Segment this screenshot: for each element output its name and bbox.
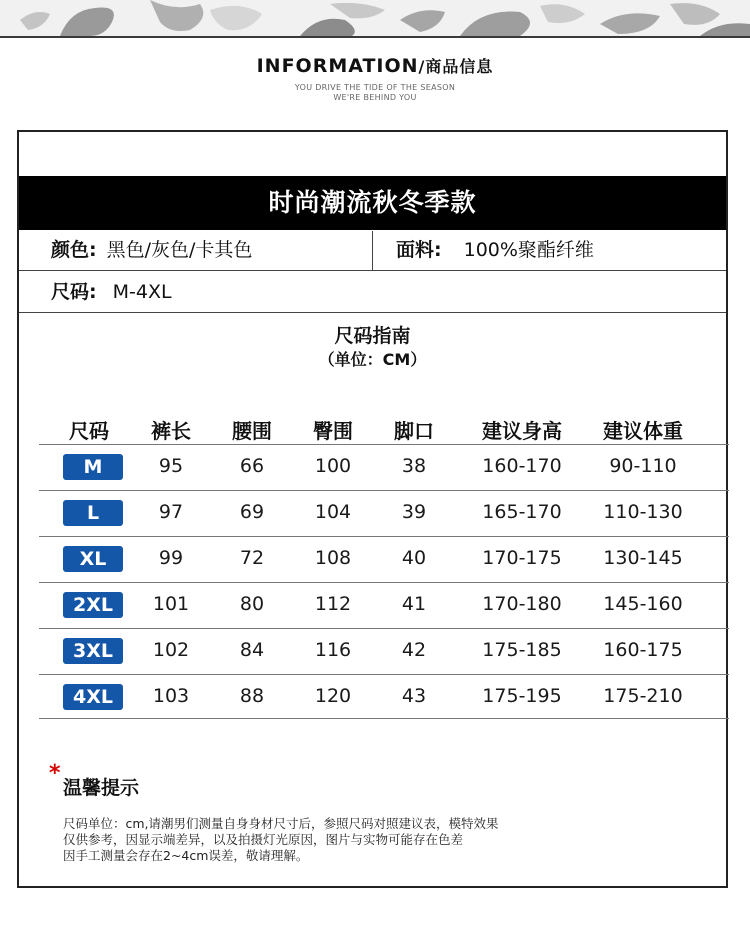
table-row	[19, 490, 726, 536]
header-length: 裤长	[151, 419, 191, 443]
cell-hip: 112	[314, 593, 352, 615]
table-bottom-line	[39, 718, 729, 719]
cell-height: 165-170	[482, 501, 562, 523]
row-divider	[39, 674, 729, 675]
tip-asterisk: *	[49, 761, 61, 786]
cell-weight: 130-145	[603, 547, 683, 569]
header-size: 尺码	[69, 419, 109, 443]
size-badge: 4XL	[63, 684, 123, 710]
cell-leg-opening: 42	[401, 639, 427, 661]
table-row	[19, 444, 726, 490]
header-weight: 建议体重	[603, 419, 683, 443]
camo-banner	[0, 0, 750, 36]
fabric-label: 面料:	[396, 239, 442, 261]
info-title-cn: 商品信息	[425, 57, 494, 76]
cell-leg-opening: 41	[401, 593, 427, 615]
size-badge: M	[63, 454, 123, 480]
size-guide-title: 尺码指南	[334, 325, 411, 347]
table-row	[19, 674, 726, 720]
cell-hip: 120	[314, 685, 352, 707]
tips-line3: 因手工测量会存在2~4cm误差，敬请理解。	[63, 848, 309, 863]
cell-leg-opening: 39	[401, 501, 427, 523]
fabric-value: 100%聚酯纤维	[463, 239, 594, 261]
cell-waist: 80	[239, 593, 265, 615]
cell-weight: 175-210	[603, 685, 683, 707]
size-label: 尺码:	[51, 281, 97, 303]
row-divider	[39, 536, 729, 537]
color-attr	[51, 231, 252, 269]
cell-weight: 145-160	[603, 593, 683, 615]
table-row	[19, 628, 726, 674]
row-divider	[39, 490, 729, 491]
header-height: 建议身高	[482, 419, 562, 443]
size-badge: 2XL	[63, 592, 123, 618]
tips-line2: 仅供参考，因显示端差异，以及拍摄灯光原因，图片与实物可能存在色差	[63, 832, 464, 847]
size-badge: XL	[63, 546, 123, 572]
header-waist: 腰围	[232, 419, 272, 443]
cell-hip: 108	[314, 547, 352, 569]
row-divider	[39, 582, 729, 583]
row-divider	[39, 444, 729, 445]
cell-waist: 88	[239, 685, 265, 707]
cell-length: 99	[158, 547, 184, 569]
cell-waist: 84	[239, 639, 265, 661]
cell-waist: 72	[239, 547, 265, 569]
cell-height: 170-175	[482, 547, 562, 569]
size-row-divider	[19, 312, 726, 313]
product-style-banner: 时尚潮流秋冬季款	[19, 176, 726, 230]
info-subtitle-line2: WE'RE BEHIND YOU	[333, 93, 417, 102]
cell-length: 97	[158, 501, 184, 523]
cell-leg-opening: 43	[401, 685, 427, 707]
cell-length: 102	[152, 639, 190, 661]
color-label: 颜色:	[51, 239, 97, 261]
cell-weight: 160-175	[603, 639, 683, 661]
cell-hip: 104	[314, 501, 352, 523]
cell-length: 101	[152, 593, 190, 615]
size-badge: L	[63, 500, 123, 526]
info-title-sep: /	[418, 57, 426, 76]
cell-height: 175-195	[482, 685, 562, 707]
header-leg-opening: 脚口	[394, 419, 434, 443]
cell-height: 175-185	[482, 639, 562, 661]
size-guide-unit: （单位：CM）	[318, 350, 427, 369]
attr-row-divider	[19, 270, 726, 271]
info-title	[0, 54, 750, 77]
size-value: M-4XL	[112, 281, 172, 303]
attr-divider	[372, 231, 373, 271]
header-hip: 臀围	[313, 419, 353, 443]
cell-length: 103	[152, 685, 190, 707]
cell-hip: 100	[314, 455, 352, 477]
cell-leg-opening: 38	[401, 455, 427, 477]
row-divider	[39, 628, 729, 629]
fabric-attr	[396, 231, 594, 269]
size-badge: 3XL	[63, 638, 123, 664]
size-table-header	[19, 415, 726, 445]
cell-leg-opening: 40	[401, 547, 427, 569]
cell-weight: 90-110	[609, 455, 677, 477]
info-title-en: INFORMATION	[256, 55, 419, 77]
cell-waist: 69	[239, 501, 265, 523]
product-info-frame	[17, 130, 728, 888]
color-value: 黑色/灰色/卡其色	[106, 239, 253, 261]
cell-hip: 116	[314, 639, 352, 661]
info-subtitle-line1: YOU DRIVE THE TIDE OF THE SEASON	[294, 83, 456, 92]
tips-title: 温馨提示	[63, 777, 140, 799]
cell-weight: 110-130	[603, 501, 683, 523]
size-attr	[51, 273, 172, 311]
cell-height: 160-170	[482, 455, 562, 477]
tips-line1: 尺码单位：cm,请潮男们测量自身身材尺寸后，参照尺码对照建议表，模特效果	[63, 816, 499, 831]
cell-waist: 66	[239, 455, 265, 477]
cell-length: 95	[158, 455, 184, 477]
cell-height: 170-180	[482, 593, 562, 615]
table-row	[19, 582, 726, 628]
table-row	[19, 536, 726, 582]
banner-divider	[0, 36, 750, 38]
